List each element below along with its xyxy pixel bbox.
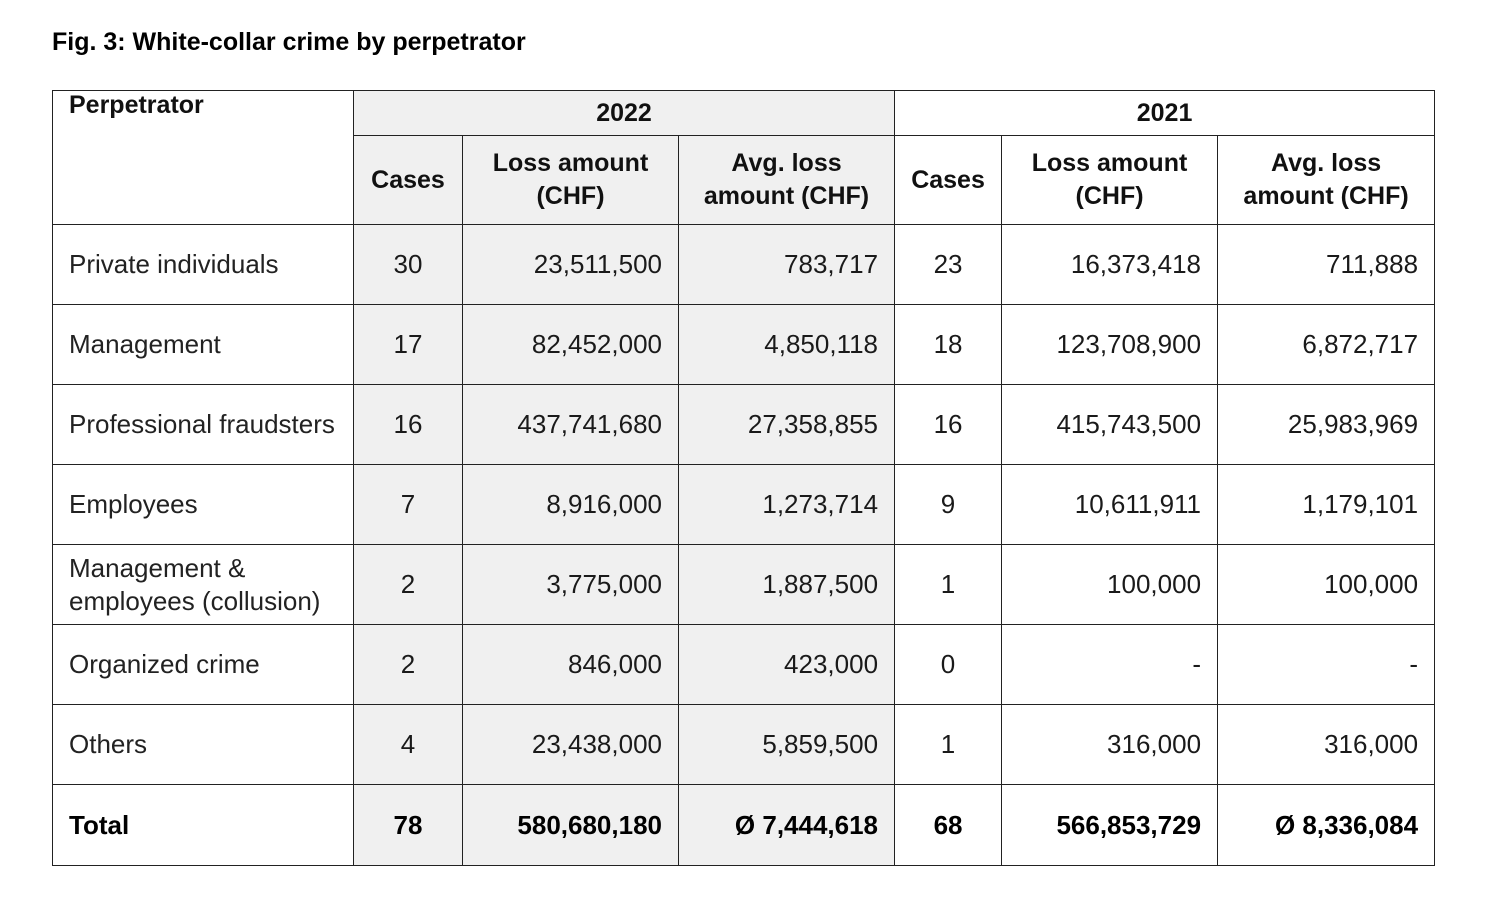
avg-loss-2021: 100,000 (1218, 545, 1435, 625)
loss-2022: 437,741,680 (463, 385, 679, 465)
header-year-2022: 2022 (354, 91, 895, 136)
perpetrator-table (52, 90, 1435, 866)
header-loss-2022: Loss amount (CHF) (463, 136, 679, 225)
perpetrator-name: Professional fraudsters (53, 385, 354, 465)
total-loss-2022: 580,680,180 (463, 785, 679, 866)
cases-2021: 0 (895, 625, 1002, 705)
header-year-2021: 2021 (895, 91, 1435, 136)
avg-loss-2022: 1,887,500 (679, 545, 895, 625)
avg-loss-2022: 27,358,855 (679, 385, 895, 465)
avg-loss-2021: 316,000 (1218, 705, 1435, 785)
avg-loss-2022: 423,000 (679, 625, 895, 705)
loss-2022: 8,916,000 (463, 465, 679, 545)
loss-2021: 316,000 (1002, 705, 1218, 785)
avg-loss-2021: - (1218, 625, 1435, 705)
header-loss-2021: Loss amount (CHF) (1002, 136, 1218, 225)
cases-2022: 30 (354, 225, 463, 305)
loss-2022: 846,000 (463, 625, 679, 705)
perpetrator-name: Private individuals (53, 225, 354, 305)
table-row (53, 705, 1435, 785)
cases-2022: 4 (354, 705, 463, 785)
perpetrator-name: Organized crime (53, 625, 354, 705)
avg-loss-2021: 6,872,717 (1218, 305, 1435, 385)
cases-2022: 7 (354, 465, 463, 545)
total-label: Total (53, 785, 354, 866)
loss-2021: - (1002, 625, 1218, 705)
cases-2021: 18 (895, 305, 1002, 385)
cases-2022: 16 (354, 385, 463, 465)
cases-2021: 9 (895, 465, 1002, 545)
header-avg-2021: Avg. loss amount (CHF) (1218, 136, 1435, 225)
table-row (53, 385, 1435, 465)
avg-loss-2022: 4,850,118 (679, 305, 895, 385)
cases-2021: 16 (895, 385, 1002, 465)
loss-2022: 82,452,000 (463, 305, 679, 385)
cases-2022: 2 (354, 625, 463, 705)
table-row (53, 465, 1435, 545)
perpetrator-name: Others (53, 705, 354, 785)
avg-loss-2021: 25,983,969 (1218, 385, 1435, 465)
header-perpetrator: Perpetrator (53, 91, 354, 225)
total-cases-2021: 68 (895, 785, 1002, 866)
table-row (53, 545, 1435, 625)
loss-2021: 415,743,500 (1002, 385, 1218, 465)
header-cases-2022: Cases (354, 136, 463, 225)
loss-2021: 123,708,900 (1002, 305, 1218, 385)
table-row (53, 225, 1435, 305)
avg-loss-2022: 783,717 (679, 225, 895, 305)
loss-2021: 100,000 (1002, 545, 1218, 625)
avg-loss-2021: 1,179,101 (1218, 465, 1435, 545)
header-cases-2021: Cases (895, 136, 1002, 225)
total-row (53, 785, 1435, 866)
total-loss-2021: 566,853,729 (1002, 785, 1218, 866)
cases-2021: 1 (895, 705, 1002, 785)
perpetrator-name: Management (53, 305, 354, 385)
total-avg-loss-2022: Ø 7,444,618 (679, 785, 895, 866)
loss-2021: 10,611,911 (1002, 465, 1218, 545)
total-cases-2022: 78 (354, 785, 463, 866)
figure-title: Fig. 3: White-collar crime by perpetrator (52, 28, 526, 56)
loss-2022: 23,511,500 (463, 225, 679, 305)
header-avg-2022: Avg. loss amount (CHF) (679, 136, 895, 225)
cases-2022: 2 (354, 545, 463, 625)
perpetrator-name: Employees (53, 465, 354, 545)
total-avg-loss-2021: Ø 8,336,084 (1218, 785, 1435, 866)
avg-loss-2021: 711,888 (1218, 225, 1435, 305)
loss-2022: 23,438,000 (463, 705, 679, 785)
table-row (53, 625, 1435, 705)
perpetrator-name: Management & employees (collusion) (53, 545, 354, 625)
avg-loss-2022: 5,859,500 (679, 705, 895, 785)
cases-2021: 1 (895, 545, 1002, 625)
cases-2021: 23 (895, 225, 1002, 305)
table-row (53, 305, 1435, 385)
cases-2022: 17 (354, 305, 463, 385)
loss-2022: 3,775,000 (463, 545, 679, 625)
avg-loss-2022: 1,273,714 (679, 465, 895, 545)
loss-2021: 16,373,418 (1002, 225, 1218, 305)
